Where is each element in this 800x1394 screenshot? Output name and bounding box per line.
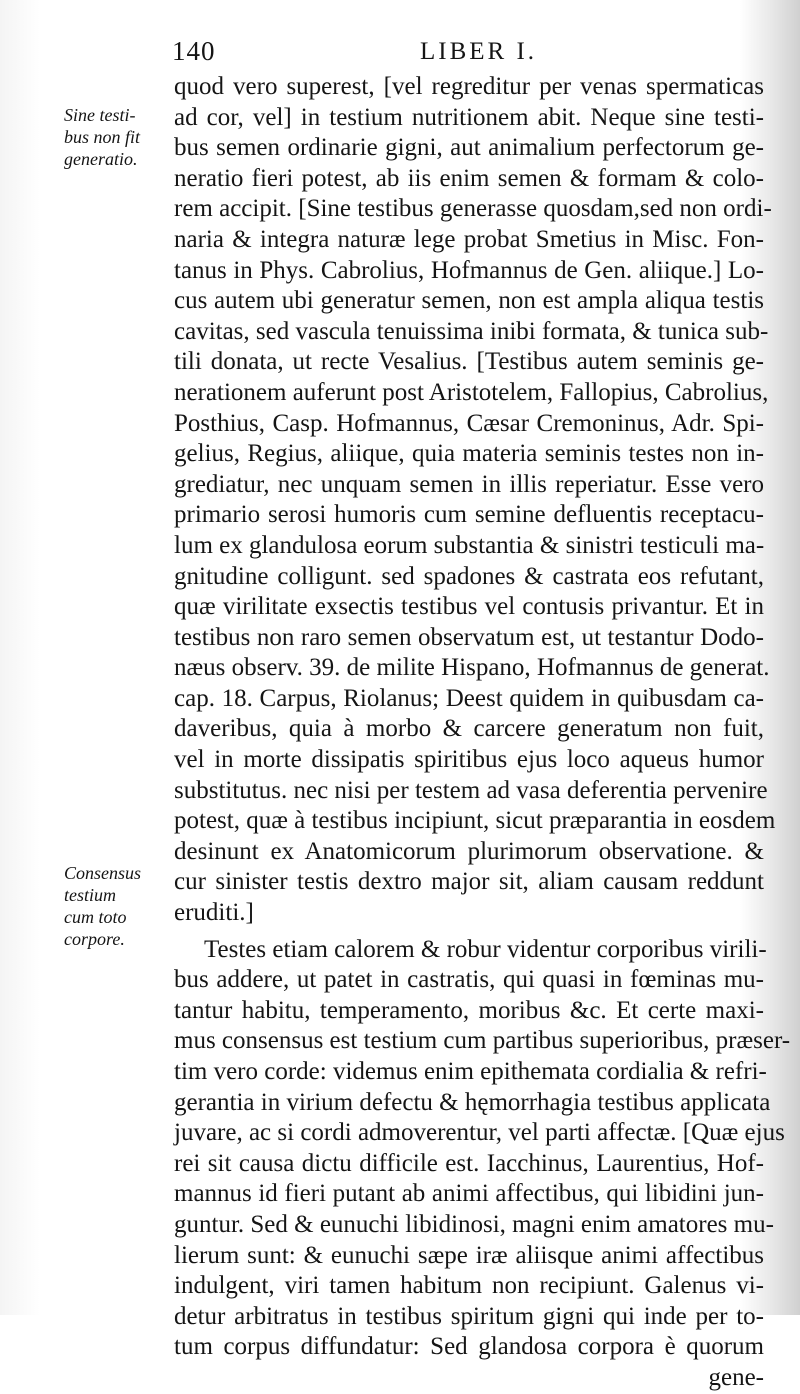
margin-note-generatio [64, 104, 174, 170]
text-line: mannus id fieri putant ab animi affectibus, qui libidini jun- [174, 1180, 764, 1208]
text-line: vel in morte dissipatis spiritibus ejus loco aqueus humor [174, 746, 764, 774]
text-line: substitutus. nec nisi per testem ad vasa deferentia pervenire [174, 776, 768, 804]
text-line: bus semen ordinarie gigni, aut animalium perfectorum ge- [174, 134, 764, 162]
text-line: neratio fieri potest, ab iis enim semen & formam & colo- [174, 164, 764, 192]
text-line: juvare, ac si cordi admoverentur, vel parti affectæ. [Quæ ejus [174, 1119, 785, 1147]
text-line: quod vero superest, [vel regreditur per venas spermaticas [174, 73, 764, 100]
text-line: tim vero corde: videmus enim epithemata cordialia & refri- [174, 1058, 767, 1085]
text-line: detur arbitratus in testibus spiritum gigni qui inde per to- [174, 1302, 764, 1330]
text-line: gerantia in virium defectu & hęmorrhagia testibus applicata [174, 1088, 771, 1116]
page-number: 140 [172, 36, 216, 66]
text-line: cavitas, sed vascula tenuissima inibi formata, & tunica sub- [174, 317, 769, 345]
text-line: rem accipit. [Sine testibus generasse quosdam,sed non ordi- [174, 195, 772, 223]
text-line: naria & integra naturæ lege probat Smetius in Misc. Fon- [174, 225, 764, 253]
text-line: gnitudine colligunt. sed spadones & castrata eos refutant, [174, 562, 764, 590]
margin-note-line: Sine testi- [64, 105, 136, 125]
text-line: primario serosi humoris cum semine defluentis receptacu- [174, 501, 764, 529]
text-line: Testes etiam calorem & robur videntur corporibus virili- [204, 935, 767, 963]
margin-note-line: cum toto [64, 907, 127, 927]
text-line: cap. 18. Carpus, Riolanus; Deest quidem in quibusdam ca- [174, 684, 764, 712]
margin-note-line: corpore. [64, 929, 125, 949]
text-line: nerationem auferunt post Aristotelem, Fallopius, Cabrolius, [174, 378, 769, 406]
text-line: gelius, Regius, aliique, quia materia seminis testes non in- [174, 440, 764, 468]
text-line: mus consensus est testium cum partibus superioribus, præser- [174, 1027, 791, 1055]
page-header [0, 36, 800, 72]
paragraph-2 [174, 935, 791, 1394]
text-line: cur sinister testis dextro major sit, aliam causam reddunt [174, 868, 764, 896]
text-line: tanus in Phys. Cabrolius, Hofmannus de Gen. aliique.] Lo- [174, 256, 764, 284]
running-head: LIBER I. [420, 38, 538, 65]
text-line: rei sit causa dictu difficile est. Iacchinus, Laurentius, Hof- [174, 1149, 764, 1177]
text-line: tum corpus diffundatur: Sed glandosa corpora è quorum [174, 1333, 764, 1361]
text-line: indulgent, viri tamen habitum non recipiunt. Galenus vi- [174, 1272, 764, 1300]
margin-note-line: generatio. [64, 149, 138, 169]
main-text [174, 72, 791, 1394]
text-line: ad cor, vel] in testium nutritionem abit. Neque sine testi- [174, 103, 764, 131]
margin-note-line: testium [64, 885, 116, 905]
text-line: bus addere, ut patet in castratis, qui quasi in fœminas mu- [174, 966, 764, 994]
catchword: gene- [708, 1363, 764, 1391]
text-line: cus autem ubi generatur semen, non est ampla aliqua testis [174, 287, 764, 315]
margin-note-line: Consensus [64, 863, 142, 883]
text-line: daveribus, quia à morbo & carcere generatum non fuit, [174, 715, 764, 743]
text-line: Posthius, Casp. Hofmannus, Cæsar Cremoninus, Adr. Spi- [174, 409, 764, 437]
margin-note-line: bus non fit [64, 127, 141, 147]
text-line: testibus non raro semen observatum est, ut testantur Dodo- [174, 623, 764, 651]
text-line: lierum sunt: & eunuchi sæpe iræ aliisque animi affectibus [174, 1241, 764, 1269]
text-line: guntur. Sed & eunuchi libidinosi, magni enim amatores mu- [174, 1210, 774, 1238]
text-line: desinunt ex Anatomicorum plurimorum observatione. & [174, 837, 764, 865]
text-line: potest, quæ à testibus incipiunt, sicut præparantia in eosdem [174, 807, 776, 835]
text-line: eruditi.] [174, 899, 254, 927]
text-line: grediatur, nec unquam semen in illis reperiatur. Esse vero [174, 470, 764, 498]
margin-note-consensus [64, 862, 174, 950]
text-line: næus observ. 39. de milite Hispano, Hofmannus de generat. [174, 654, 770, 682]
text-line: quæ virilitate exsectis testibus vel contusis privantur. Et in [174, 593, 764, 621]
paragraph-1 [174, 72, 776, 929]
text-line: tantur habitu, temperamento, moribus &c. Et certe maxi- [174, 996, 764, 1024]
text-line: lum ex glandulosa eorum substantia & sinistri testiculi ma- [174, 531, 765, 559]
text-line: tili donata, ut recte Vesalius. [Testibus autem seminis ge- [174, 348, 764, 376]
